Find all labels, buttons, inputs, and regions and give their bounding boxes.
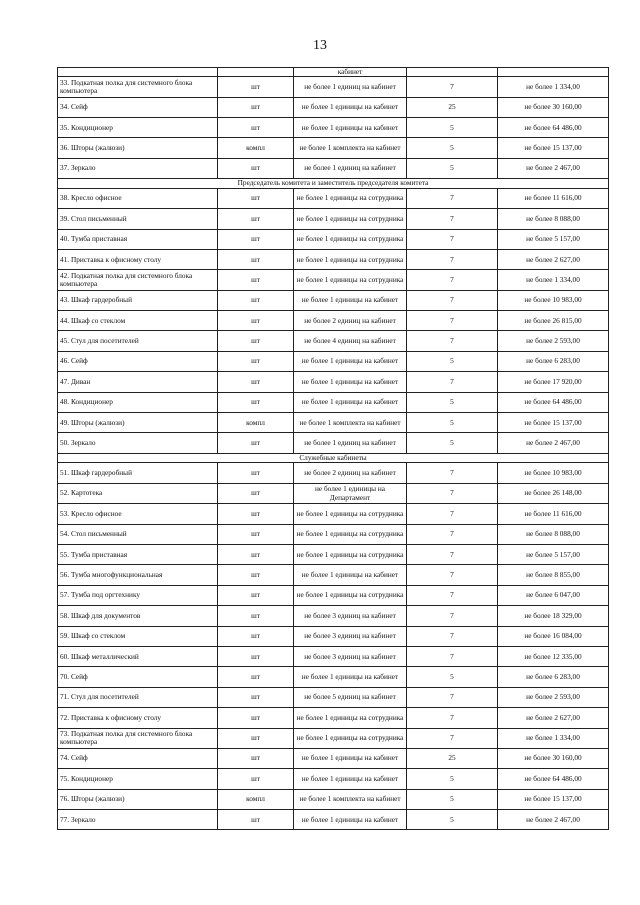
table-row: [58, 331, 609, 351]
cell-qty: 7: [407, 606, 498, 626]
cell-price: не более 2 593,00: [498, 331, 609, 351]
cell-norm: не более 1 единицы на кабинет: [294, 290, 407, 310]
cell-unit: шт: [218, 331, 294, 351]
cell-price: не более 11 616,00: [498, 504, 609, 524]
cell-name: 58. Шкаф для документов: [58, 606, 218, 626]
cell-norm: не более 1 единицы на сотрудника: [294, 229, 407, 249]
section-title: Служебные кабинеты: [58, 453, 609, 463]
cell-qty: 5: [407, 158, 498, 178]
cell-price: не более 8 855,00: [498, 565, 609, 585]
cell-price: не более 10 983,00: [498, 290, 609, 310]
cell-qty: 7: [407, 290, 498, 310]
cell-price: не более 15 137,00: [498, 413, 609, 433]
table-row: [58, 524, 609, 544]
cell-qty: 5: [407, 769, 498, 789]
table-row: [58, 728, 609, 748]
cell-unit: шт: [218, 270, 294, 290]
cell-norm: не более 1 единицы на сотрудника: [294, 524, 407, 544]
cell-name: 41. Приставка к офисному столу: [58, 249, 218, 269]
cell-price: не более 1 334,00: [498, 728, 609, 748]
cell-name: 53. Кресло офисное: [58, 504, 218, 524]
cell-norm: не более 3 единиц на кабинет: [294, 606, 407, 626]
cell-name: 42. Подкатная полка для системного блока компьютера: [58, 270, 218, 290]
table-row: [58, 270, 609, 290]
table-row: [58, 188, 609, 208]
table-row: [58, 708, 609, 728]
cell-price: не более 12 335,00: [498, 646, 609, 666]
cell-price: не более 30 160,00: [498, 748, 609, 768]
cell-price: не более 30 160,00: [498, 97, 609, 117]
cell-name: 48. Кондиционер: [58, 392, 218, 412]
cell-norm: не более 1 комплекта на кабинет: [294, 413, 407, 433]
cell-qty: 5: [407, 392, 498, 412]
cell-qty: 7: [407, 585, 498, 605]
cell-norm: не более 1 единицы на сотрудника: [294, 270, 407, 290]
cell-qty: 7: [407, 331, 498, 351]
cell-unit: шт: [218, 158, 294, 178]
cell-price: не более 15 137,00: [498, 138, 609, 158]
cell-unit: шт: [218, 188, 294, 208]
cell-unit: шт: [218, 311, 294, 331]
cell-norm: не более 1 единицы на сотрудника: [294, 708, 407, 728]
table-row: [58, 290, 609, 310]
cell-price: не более 6 283,00: [498, 667, 609, 687]
section-title: Председатель комитета и заместитель председателя комитета: [58, 179, 609, 189]
cell-qty: 5: [407, 351, 498, 371]
cell-name: 59. Шкаф со стеклом: [58, 626, 218, 646]
cell-norm: не более 1 единицы на кабинет: [294, 117, 407, 137]
cell-name: 72. Приставка к офисному столу: [58, 708, 218, 728]
cell-unit: шт: [218, 504, 294, 524]
table-row: [58, 77, 609, 97]
cell-unit: шт: [218, 544, 294, 564]
cell-name: 43. Шкаф гардеробный: [58, 290, 218, 310]
cell-price: не более 2 467,00: [498, 810, 609, 830]
cell-price: не более 16 084,00: [498, 626, 609, 646]
cell-unit: шт: [218, 97, 294, 117]
cell-norm: не более 1 единиц на кабинет: [294, 77, 407, 97]
cell-unit: шт: [218, 77, 294, 97]
cell-name: 50. Зеркало: [58, 433, 218, 453]
cell-unit: компл: [218, 138, 294, 158]
cell-name: 33. Подкатная полка для системного блока компьютера: [58, 77, 218, 97]
cell-qty: 7: [407, 504, 498, 524]
cell-name: 40. Тумба приставная: [58, 229, 218, 249]
cell-unit: шт: [218, 769, 294, 789]
cell-unit: шт: [218, 646, 294, 666]
table-row: [58, 413, 609, 433]
table-row: [58, 606, 609, 626]
cell-price: не более 1 334,00: [498, 77, 609, 97]
cell-unit: шт: [218, 290, 294, 310]
cell-name: 71. Стул для посетителей: [58, 687, 218, 707]
cell-unit: шт: [218, 463, 294, 483]
table-row: [58, 667, 609, 687]
cell-qty: 7: [407, 565, 498, 585]
cell-qty: 5: [407, 667, 498, 687]
cell-price: не более 11 616,00: [498, 188, 609, 208]
section-header-row: [58, 453, 609, 463]
table-row: [58, 646, 609, 666]
cell-price: не более 1 334,00: [498, 270, 609, 290]
table-row: [58, 810, 609, 830]
cell-name: 77. Зеркало: [58, 810, 218, 830]
table-row: [58, 138, 609, 158]
cell-price: не более 2 627,00: [498, 708, 609, 728]
cell-price: не более 2 467,00: [498, 158, 609, 178]
cell-unit: шт: [218, 524, 294, 544]
cell-name: 46. Сейф: [58, 351, 218, 371]
cell-norm: не более 4 единиц на кабинет: [294, 331, 407, 351]
cell-price: не более 2 467,00: [498, 433, 609, 453]
table-row: [58, 544, 609, 564]
cell-unit: шт: [218, 708, 294, 728]
table-row: [58, 351, 609, 371]
cell-norm: не более 3 единиц на кабинет: [294, 646, 407, 666]
cell-price: не более 18 329,00: [498, 606, 609, 626]
cell-qty: 7: [407, 626, 498, 646]
cell-unit: шт: [218, 810, 294, 830]
cell-norm: не более 1 единицы на сотрудника: [294, 544, 407, 564]
table-row: [58, 433, 609, 453]
cell-unit: шт: [218, 565, 294, 585]
cell-qty: 7: [407, 483, 498, 503]
cell-name: 57. Тумба под оргтехнику: [58, 585, 218, 605]
table-row: [58, 626, 609, 646]
cell-price: [498, 68, 609, 77]
cell-price: не более 6 047,00: [498, 585, 609, 605]
cell-qty: 5: [407, 413, 498, 433]
cell-price: не более 6 283,00: [498, 351, 609, 371]
cell-norm: не более 1 единицы на кабинет: [294, 667, 407, 687]
cell-norm: не более 1 единицы на сотрудника: [294, 209, 407, 229]
continuation-row: [58, 68, 609, 77]
cell-qty: 7: [407, 372, 498, 392]
furniture-norms-table: [57, 67, 609, 830]
cell-unit: шт: [218, 748, 294, 768]
cell-qty: 7: [407, 229, 498, 249]
cell-qty: 7: [407, 544, 498, 564]
cell-norm: не более 1 единицы на кабинет: [294, 748, 407, 768]
table-row: [58, 372, 609, 392]
cell-norm: не более 1 единицы на сотрудника: [294, 728, 407, 748]
page-number: 13: [313, 38, 327, 53]
cell-qty: 5: [407, 810, 498, 830]
cell-price: не более 2 627,00: [498, 249, 609, 269]
table-row: [58, 483, 609, 503]
cell-unit: шт: [218, 483, 294, 503]
cell-norm: не более 1 единицы на сотрудника: [294, 585, 407, 605]
cell-qty: 7: [407, 463, 498, 483]
cell-qty: 7: [407, 708, 498, 728]
cell-name: 54. Стол письменный: [58, 524, 218, 544]
cell-name: 55. Тумба приставная: [58, 544, 218, 564]
cell-unit: шт: [218, 351, 294, 371]
cell-qty: 5: [407, 789, 498, 809]
cell-unit: компл: [218, 789, 294, 809]
cell-name: 60. Шкаф металлический: [58, 646, 218, 666]
cell-price: не более 8 088,00: [498, 209, 609, 229]
cell-qty: 7: [407, 728, 498, 748]
cell-price: не более 8 088,00: [498, 524, 609, 544]
cell-price: не более 5 157,00: [498, 544, 609, 564]
cell-name: 56. Тумба многофункциональная: [58, 565, 218, 585]
cell-unit: шт: [218, 626, 294, 646]
cell-unit: шт: [218, 687, 294, 707]
table-row: [58, 97, 609, 117]
table-row: [58, 789, 609, 809]
cell-price: не более 26 815,00: [498, 311, 609, 331]
cell-norm: не более 5 единиц на кабинет: [294, 687, 407, 707]
table-row: [58, 585, 609, 605]
cell-norm: не более 2 единиц на кабинет: [294, 311, 407, 331]
table-row: [58, 209, 609, 229]
cell-price: не более 15 137,00: [498, 789, 609, 809]
cell-norm: не более 1 единицы на сотрудника: [294, 188, 407, 208]
table-row: [58, 769, 609, 789]
table-row: [58, 748, 609, 768]
cell-norm: не более 1 единицы на сотрудника: [294, 249, 407, 269]
cell-qty: 7: [407, 646, 498, 666]
cell-unit: шт: [218, 728, 294, 748]
cell-norm: не более 1 единицы на кабинет: [294, 97, 407, 117]
cell-name: 51. Шкаф гардеробный: [58, 463, 218, 483]
cell-name: 70. Сейф: [58, 667, 218, 687]
cell-price: не более 26 148,00: [498, 483, 609, 503]
table-row: [58, 158, 609, 178]
cell-qty: 25: [407, 748, 498, 768]
cell-price: не более 64 486,00: [498, 117, 609, 137]
table-row: [58, 229, 609, 249]
cell-norm: кабинет: [294, 68, 407, 77]
cell-qty: 7: [407, 249, 498, 269]
cell-unit: [218, 68, 294, 77]
cell-qty: 5: [407, 117, 498, 137]
cell-name: 45. Стул для посетителей: [58, 331, 218, 351]
cell-name: 44. Шкаф со стеклом: [58, 311, 218, 331]
cell-unit: шт: [218, 372, 294, 392]
cell-norm: не более 1 единицы на кабинет: [294, 769, 407, 789]
cell-unit: компл: [218, 413, 294, 433]
cell-qty: 7: [407, 687, 498, 707]
cell-qty: 7: [407, 524, 498, 544]
table-row: [58, 463, 609, 483]
cell-norm: не более 1 единицы на сотрудника: [294, 504, 407, 524]
cell-name: 73. Подкатная полка для системного блока компьютера: [58, 728, 218, 748]
cell-name: 47. Диван: [58, 372, 218, 392]
table-body: [58, 68, 609, 830]
cell-name: 49. Шторы (жалюзи): [58, 413, 218, 433]
table-row: [58, 565, 609, 585]
table-row: [58, 504, 609, 524]
cell-name: 35. Кондиционер: [58, 117, 218, 137]
cell-norm: не более 1 единицы на кабинет: [294, 372, 407, 392]
cell-unit: шт: [218, 117, 294, 137]
cell-name: [58, 68, 218, 77]
cell-norm: не более 1 комплекта на кабинет: [294, 138, 407, 158]
cell-norm: не более 1 единицы на кабинет: [294, 351, 407, 371]
cell-norm: не более 1 единицы на кабинет: [294, 392, 407, 412]
cell-name: 74. Сейф: [58, 748, 218, 768]
cell-norm: не более 1 единиц на кабинет: [294, 433, 407, 453]
cell-unit: шт: [218, 606, 294, 626]
cell-name: 36. Шторы (жалюзи): [58, 138, 218, 158]
cell-norm: не более 1 единиц на кабинет: [294, 158, 407, 178]
table-row: [58, 249, 609, 269]
cell-norm: не более 1 единицы на кабинет: [294, 565, 407, 585]
cell-qty: 5: [407, 138, 498, 158]
cell-qty: 5: [407, 433, 498, 453]
cell-qty: [407, 68, 498, 77]
cell-price: не более 10 983,00: [498, 463, 609, 483]
cell-qty: 7: [407, 77, 498, 97]
cell-name: 38. Кресло офисное: [58, 188, 218, 208]
cell-unit: шт: [218, 209, 294, 229]
cell-unit: шт: [218, 229, 294, 249]
cell-price: не более 64 486,00: [498, 392, 609, 412]
cell-norm: не более 1 комплекта на кабинет: [294, 789, 407, 809]
cell-unit: шт: [218, 433, 294, 453]
cell-unit: шт: [218, 249, 294, 269]
cell-norm: не более 2 единиц на кабинет: [294, 463, 407, 483]
table-row: [58, 392, 609, 412]
cell-price: не более 17 920,00: [498, 372, 609, 392]
cell-qty: 7: [407, 311, 498, 331]
cell-name: 52. Картотека: [58, 483, 218, 503]
cell-norm: не более 1 единицы на Департамент: [294, 483, 407, 503]
cell-qty: 7: [407, 270, 498, 290]
table-row: [58, 117, 609, 137]
cell-price: не более 64 486,00: [498, 769, 609, 789]
cell-name: 76. Шторы (жалюзи): [58, 789, 218, 809]
cell-price: не более 2 593,00: [498, 687, 609, 707]
cell-norm: не более 1 единицы на кабинет: [294, 810, 407, 830]
cell-unit: шт: [218, 585, 294, 605]
cell-name: 37. Зеркало: [58, 158, 218, 178]
table-row: [58, 311, 609, 331]
cell-name: 75. Кондиционер: [58, 769, 218, 789]
section-header-row: [58, 179, 609, 189]
table-row: [58, 687, 609, 707]
cell-price: не более 5 157,00: [498, 229, 609, 249]
cell-norm: не более 3 единиц на кабинет: [294, 626, 407, 646]
cell-unit: шт: [218, 667, 294, 687]
cell-qty: 7: [407, 188, 498, 208]
cell-name: 39. Стол письменный: [58, 209, 218, 229]
cell-qty: 25: [407, 97, 498, 117]
cell-name: 34. Сейф: [58, 97, 218, 117]
cell-qty: 7: [407, 209, 498, 229]
cell-unit: шт: [218, 392, 294, 412]
